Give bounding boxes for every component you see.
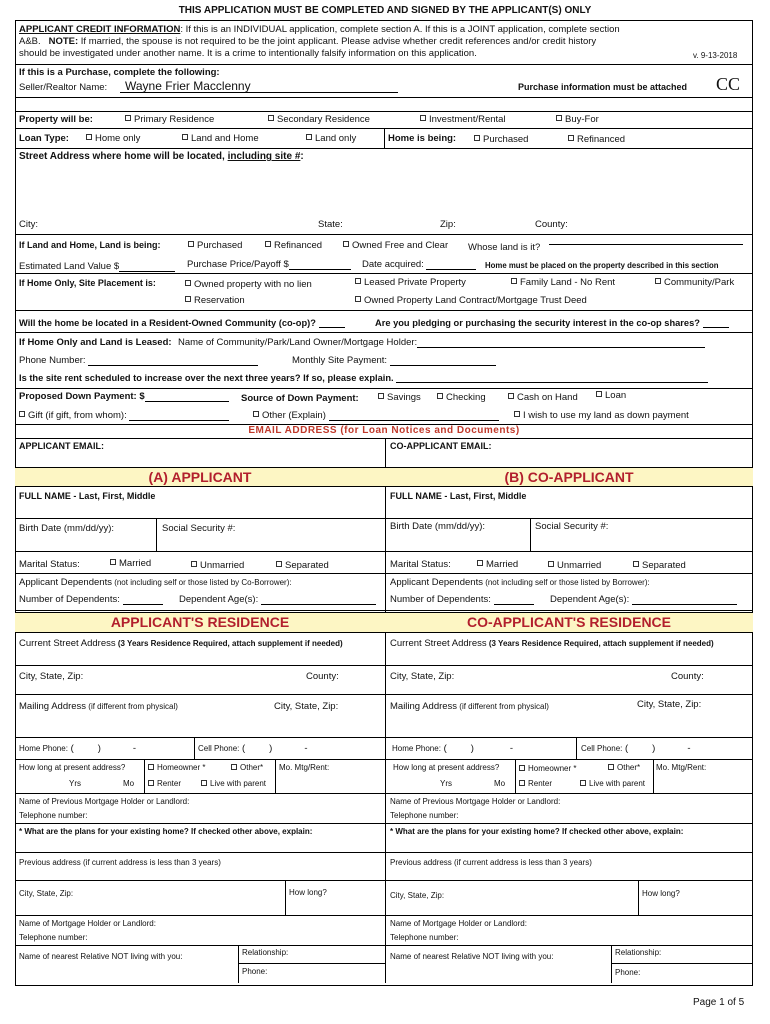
applicant-dependents-label: Applicant Dependents (not including self or those listed by Co-Borrower): xyxy=(19,577,292,588)
applicant-unmarried[interactable]: Unmarried xyxy=(191,560,244,571)
applicant-mo: Mo xyxy=(123,779,135,788)
down-loan[interactable]: Loan xyxy=(596,390,626,401)
coapplicant-email-label: CO-APPLICANT EMAIL: xyxy=(390,441,492,451)
applicant-full-name-label: FULL NAME - Last, First, Middle xyxy=(19,491,156,501)
down-cash[interactable]: Cash on Hand xyxy=(508,392,578,403)
site-reservation[interactable]: Reservation xyxy=(185,295,245,306)
email-banner: EMAIL ADDRESS (for Loan Notices and Documents) xyxy=(248,425,520,436)
applicant-cell-phone[interactable]: Cell Phone: ( ) - xyxy=(198,743,308,754)
applicant-prev-how-long: How long? xyxy=(289,888,327,897)
whose-land-line[interactable] xyxy=(549,244,743,245)
applicant-prev-address: Previous address (if current address is less than 3 years) xyxy=(19,858,221,867)
applicant-married[interactable]: Married xyxy=(110,558,151,569)
applicant-county-label: County: xyxy=(306,671,339,682)
property-primary[interactable]: Primary Residence xyxy=(125,114,214,125)
coapplicant-current-street-label: Current Street Address (3 Years Residence Required, attach supplement if needed) xyxy=(390,638,714,649)
seller-realtor-value[interactable]: Wayne Frier Macclenny xyxy=(125,79,251,93)
site-community-park[interactable]: Community/Park xyxy=(655,277,734,288)
applicant-how-long: How long at present address? xyxy=(19,763,126,772)
date-acquired[interactable]: Date acquired: xyxy=(362,259,476,270)
applicant-mtg-rent: Mo. Mtg/Rent: xyxy=(279,763,330,772)
coapplicant-live-parent[interactable]: Live with parent xyxy=(580,779,645,788)
initials-value[interactable]: CC xyxy=(716,74,741,94)
placed-note: Home must be placed on the property described in this section xyxy=(485,261,719,270)
coapplicant-prev-csz: City, State, Zip: xyxy=(390,891,445,900)
coapplicant-prev-holder: Name of Previous Mortgage Holder or Landlord: xyxy=(390,797,561,806)
applicant-telephone: Telephone number: xyxy=(19,811,88,820)
applicant-home-phone[interactable]: Home Phone: ( ) - xyxy=(19,743,137,754)
home-purchased[interactable]: Purchased xyxy=(474,134,528,145)
loan-land-only[interactable]: Land only xyxy=(306,133,356,144)
coapplicant-mailing-csz: City, State, Zip: xyxy=(637,699,702,710)
applicant-dependent-ages[interactable]: Dependent Age(s): xyxy=(179,594,376,605)
coapplicant-other[interactable]: Other* xyxy=(608,763,640,772)
site-rent-question[interactable]: Is the site rent scheduled to increase over the next three years? If so, please explain. xyxy=(19,373,708,383)
applicant-birth-label: Birth Date (mm/dd/yy): xyxy=(19,523,115,534)
form-header: THIS APPLICATION MUST BE COMPLETED AND SIGNED BY THE APPLICANT(S) ONLY xyxy=(178,5,592,16)
source-down-label: Source of Down Payment: xyxy=(241,393,359,404)
land-owned-free[interactable]: Owned Free and Clear xyxy=(343,240,448,251)
coapplicant-full-name-label: FULL NAME - Last, First, Middle xyxy=(390,491,527,501)
credit-info-line1: APPLICANT CREDIT INFORMATION: If this is an INDIVIDUAL application, complete section A. If this is a JOINT application, complete section xyxy=(19,24,620,35)
street-address-label: Street Address where home will be located, including site #: xyxy=(19,151,304,162)
applicant-residence-heading: APPLICANT'S RESIDENCE xyxy=(15,612,385,633)
coapplicant-telephone: Telephone number: xyxy=(390,811,459,820)
down-checking[interactable]: Checking xyxy=(437,392,486,403)
city-label: City: xyxy=(19,219,38,230)
coop-pledge-question[interactable]: Are you pledging or purchasing the security interest in the co-op shares? xyxy=(375,318,729,328)
coapplicant-cell-phone[interactable]: Cell Phone: ( ) - xyxy=(581,743,691,754)
property-buy-for[interactable]: Buy-For xyxy=(556,114,599,125)
down-other[interactable]: Other (Explain) xyxy=(253,410,499,421)
credit-info-line3: should be investigated under another name. It is a crime to intentionally falsify information on this application. xyxy=(19,48,477,59)
leased-label: If Home Only and Land is Leased: xyxy=(19,337,172,348)
site-leased-private[interactable]: Leased Private Property xyxy=(355,277,466,288)
site-family-land[interactable]: Family Land - No Rent xyxy=(511,277,615,288)
down-gift[interactable]: Gift (if gift, from whom): xyxy=(19,410,229,421)
state-label: State: xyxy=(318,219,343,230)
down-savings[interactable]: Savings xyxy=(378,392,421,403)
coapplicant-dependents-label: Applicant Dependents (not including self or those listed by Borrower): xyxy=(390,577,650,588)
coapplicant-prev-address: Previous address (if current address is less than 3 years) xyxy=(390,858,592,867)
coapplicant-dependent-ages[interactable]: Dependent Age(s): xyxy=(550,594,737,605)
coapplicant-how-long: How long at present address? xyxy=(393,763,500,772)
applicant-relative: Name of nearest Relative NOT living with you: xyxy=(19,952,183,961)
coapplicant-married[interactable]: Married xyxy=(477,559,518,570)
applicant-prev-holder: Name of Previous Mortgage Holder or Landlord: xyxy=(19,797,190,806)
form-version: v. 9-13-2018 xyxy=(693,51,738,60)
coapplicant-residence-heading: CO-APPLICANT'S RESIDENCE xyxy=(385,612,753,633)
seller-realtor-label: Seller/Realtor Name: xyxy=(19,82,108,93)
applicant-separated[interactable]: Separated xyxy=(276,560,329,571)
purchase-price[interactable]: Purchase Price/Payoff $ xyxy=(187,259,351,270)
whose-land-label: Whose land is it? xyxy=(468,242,541,253)
form-frame xyxy=(15,20,753,986)
leased-phone[interactable]: Phone Number: xyxy=(19,355,258,366)
applicant-live-parent[interactable]: Live with parent xyxy=(201,779,266,788)
applicant-other[interactable]: Other* xyxy=(231,763,263,772)
site-land-contract[interactable]: Owned Property Land Contract/Mortgage Trust Deed xyxy=(355,295,587,306)
home-refinanced[interactable]: Refinanced xyxy=(568,134,625,145)
section-b-heading: (B) CO-APPLICANT xyxy=(385,467,753,487)
monthly-site-payment[interactable]: Monthly Site Payment: xyxy=(292,355,496,366)
applicant-holder: Name of Mortgage Holder or Landlord: xyxy=(19,919,156,928)
section-a-heading: (A) APPLICANT xyxy=(15,467,385,487)
home-being-label: Home is being: xyxy=(388,133,457,144)
coapplicant-relationship: Relationship: xyxy=(615,948,662,957)
coapplicant-plans: * What are the plans for your existing home? If checked other above, explain: xyxy=(390,827,684,836)
loan-land-and-home[interactable]: Land and Home xyxy=(182,133,259,144)
applicant-yrs: Yrs xyxy=(69,779,81,788)
coapplicant-relative-phone: Phone: xyxy=(615,968,641,977)
coapplicant-county-label: County: xyxy=(671,671,704,682)
applicant-homeowner[interactable]: Homeowner * xyxy=(148,763,205,772)
applicant-relationship: Relationship: xyxy=(242,948,289,957)
property-label: Property will be: xyxy=(19,114,93,125)
loan-type-label: Loan Type: xyxy=(19,133,69,144)
estimated-land-value[interactable]: Estimated Land Value $ xyxy=(19,261,175,272)
applicant-renter[interactable]: Renter xyxy=(148,779,181,788)
down-use-land[interactable]: I wish to use my land as down payment xyxy=(514,410,689,421)
down-payment-label[interactable]: Proposed Down Payment: $ xyxy=(19,391,229,402)
coapplicant-unmarried[interactable]: Unmarried xyxy=(548,560,601,571)
coapplicant-renter[interactable]: Renter xyxy=(519,779,552,788)
applicant-current-street-label: Current Street Address (3 Years Residence Required, attach supplement if needed) xyxy=(19,638,343,649)
applicant-mailing-label: Mailing Address (if different from physical) xyxy=(19,701,178,712)
property-secondary[interactable]: Secondary Residence xyxy=(268,114,370,125)
site-owned-no-lien[interactable]: Owned property with no lien xyxy=(185,279,312,290)
loan-home-only[interactable]: Home only xyxy=(86,133,140,144)
applicant-num-dependents[interactable]: Number of Dependents: xyxy=(19,594,163,605)
coapplicant-mtg-rent: Mo. Mtg/Rent: xyxy=(656,763,707,772)
coapplicant-birth-label: Birth Date (mm/dd/yy): xyxy=(390,521,486,532)
coop-question[interactable]: Will the home be located in a Resident-Owned Community (co-op)? xyxy=(19,318,345,328)
coapplicant-marital-label: Marital Status: xyxy=(390,559,451,570)
coapplicant-mo: Mo xyxy=(494,779,506,788)
credit-info-line2: A&B. NOTE: If married, the spouse is not required to be the joint applicant. Please advise whether credit references and/or credit history xyxy=(19,36,597,47)
purchase-attached-note: Purchase information must be attached xyxy=(518,82,688,92)
coapplicant-holder-telephone: Telephone number: xyxy=(390,933,459,942)
land-refinanced[interactable]: Refinanced xyxy=(265,240,322,251)
applicant-holder-telephone: Telephone number: xyxy=(19,933,88,942)
leased-name[interactable]: Name of Community/Park/Land Owner/Mortgage Holder: xyxy=(178,337,705,348)
applicant-relative-phone: Phone: xyxy=(242,967,268,976)
applicant-mailing-csz: City, State, Zip: xyxy=(274,701,339,712)
coapplicant-homeowner[interactable]: Homeowner * xyxy=(519,764,576,773)
applicant-email-label: APPLICANT EMAIL: xyxy=(19,441,104,451)
coapplicant-prev-how-long: How long? xyxy=(642,889,680,898)
coapplicant-relative: Name of nearest Relative NOT living with you: xyxy=(390,952,554,961)
site-placement-label: If Home Only, Site Placement is: xyxy=(19,278,156,288)
coapplicant-yrs: Yrs xyxy=(440,779,452,788)
coapplicant-csz-label: City, State, Zip: xyxy=(390,671,455,682)
coapplicant-num-dependents[interactable]: Number of Dependents: xyxy=(390,594,534,605)
coapplicant-mailing-label: Mailing Address (if different from physical) xyxy=(390,701,549,712)
coapplicant-ssn-label: Social Security #: xyxy=(535,521,609,532)
coapplicant-home-phone[interactable]: Home Phone: ( ) - xyxy=(392,743,514,754)
county-label: County: xyxy=(535,219,568,230)
applicant-plans: * What are the plans for your existing home? If checked other above, explain: xyxy=(19,827,313,836)
land-purchased[interactable]: Purchased xyxy=(188,240,242,251)
zip-label: Zip: xyxy=(440,219,456,230)
coapplicant-separated[interactable]: Separated xyxy=(633,560,686,571)
coapplicant-holder: Name of Mortgage Holder or Landlord: xyxy=(390,919,527,928)
applicant-ssn-label: Social Security #: xyxy=(162,523,236,534)
applicant-csz-label: City, State, Zip: xyxy=(19,671,84,682)
land-home-label: If Land and Home, Land is being: xyxy=(19,240,161,250)
applicant-marital-label: Marital Status: xyxy=(19,559,80,570)
purchase-title: If this is a Purchase, complete the following: xyxy=(19,67,220,78)
property-investment[interactable]: Investment/Rental xyxy=(420,114,506,125)
applicant-prev-csz: City, State, Zip: xyxy=(19,889,74,898)
page-number: Page 1 of 5 xyxy=(693,997,745,1008)
